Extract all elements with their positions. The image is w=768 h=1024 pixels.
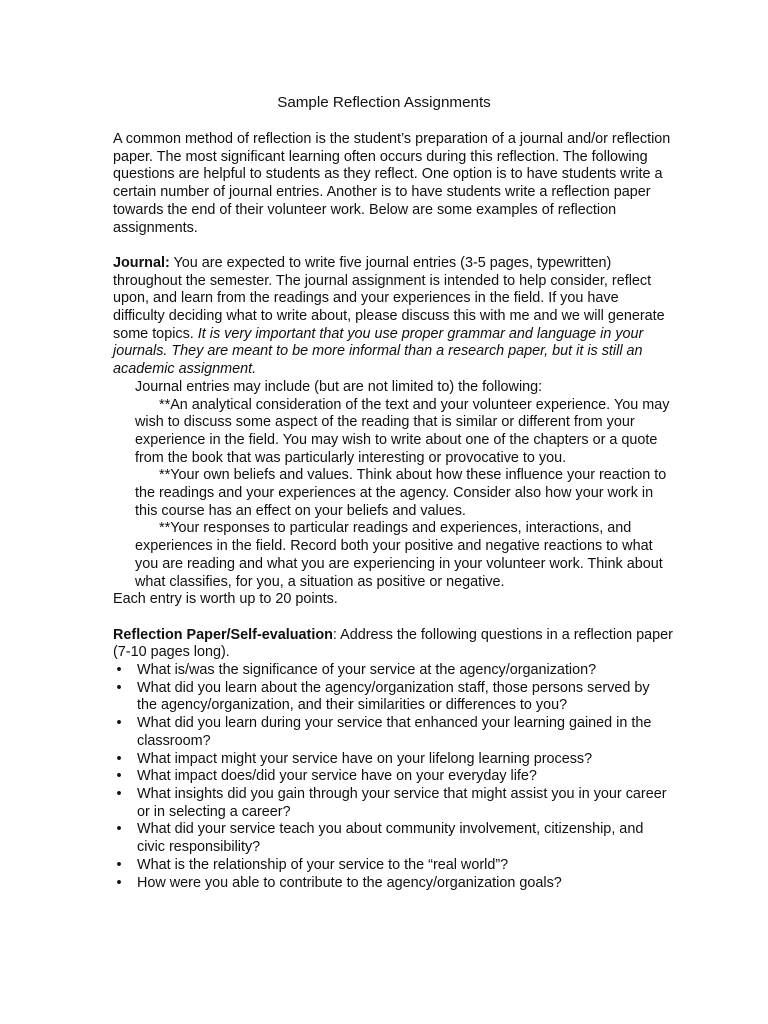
journal-emphasis: It is very important that you use proper grammar and language in your journals. They are meant to be more informal than a research paper, but it is still an academic assignment. (113, 325, 644, 378)
question-text: What impact does/did your service have on your everyday life? (137, 768, 537, 785)
journal-entry-1-rest: You may wish to discuss some aspect of the reading that is similar or different from your experience in the field. You may wish to write about one of the chapters or a quote from the book that was particularly interesting or provocative to you. (135, 396, 670, 466)
question-text: What is/was the significance of your service at the agency/organization? (137, 662, 597, 679)
journal-entry-2 (113, 467, 673, 520)
question-text: What did you learn about the agency/organization staff, those persons served by the agency/organization, and their similarities or differences to you? (137, 679, 650, 714)
journal-entry-2-lead: **Your own beliefs and values. Think about how these influence your (159, 467, 596, 484)
question-text: What insights did you gain through your service that might assist you in your career or in selecting a career? (137, 785, 667, 820)
bullet-icon: • (116, 821, 122, 838)
document-body (113, 131, 673, 892)
bullet-icon: • (116, 768, 122, 785)
bullet-icon: • (116, 856, 122, 873)
question-text: What did your service teach you about community involvement, citizenship, and civic responsibility? (137, 821, 644, 856)
list-item (113, 751, 673, 769)
question-text: How were you able to contribute to the agency/organization goals? (137, 874, 562, 891)
journal-paragraph (113, 255, 673, 379)
list-item (113, 768, 673, 786)
list-item (113, 857, 673, 875)
journal-entry-1 (113, 397, 673, 468)
bullet-icon: • (116, 874, 122, 891)
journal-entry-3 (113, 520, 673, 591)
journal-points: Each entry is worth up to 20 points. (113, 591, 338, 608)
list-item (113, 821, 673, 856)
list-item (113, 715, 673, 750)
journal-entries-intro: Journal entries may include (but are not limited to) the following: (135, 378, 543, 395)
journal-entry-3-lead: **Your responses to particular readings and experiences, interactions, and (159, 520, 632, 537)
bullet-icon: • (116, 785, 122, 802)
bullet-icon: • (116, 679, 122, 696)
reflection-paragraph (113, 627, 673, 662)
spacer (113, 609, 673, 627)
reflection-questions-list (113, 662, 673, 892)
bullet-icon: • (116, 750, 122, 767)
page-title: Sample Reflection Assignments (277, 94, 491, 111)
journal-entry-3-rest: experiences in the field. Record both your positive and negative reactions to what you are reading and what you are experiencing in your volunteer work. Think about what classifies, for you, a situation as positive or negative. (135, 538, 663, 590)
list-item (113, 680, 673, 715)
journal-heading: Journal: (113, 254, 170, 271)
journal-entry-2-rest: reaction to the readings and your experiences at the agency. Consider also how your work in this course has an effect on your beliefs and values. (135, 467, 667, 519)
bullet-icon: • (116, 662, 122, 679)
journal-entry-1-lead: **An analytical consideration of the text and your volunteer experience. (159, 396, 611, 413)
intro-paragraph: A common method of reflection is the student’s preparation of a journal and/or reflection paper. The most significant learning often occurs during this reflection. The following questions are helpful to students as they reflect. One option is to have students write a certain number of journal entries. Another is to have students write a reflection paper towards the end of their volunteer work. Below are some examples of reflection assignments. (113, 131, 671, 236)
list-item (113, 662, 673, 680)
question-text: What impact might your service have on your lifelong learning process? (137, 750, 593, 767)
reflection-text: : Address the following questions in a reflection paper (7-10 pages long). (113, 626, 673, 661)
question-text: What is the relationship of your service to the “real world”? (137, 856, 509, 873)
question-text: What did you learn during your service that enhanced your learning gained in the classroom? (137, 715, 652, 749)
list-item (113, 786, 673, 821)
list-item (113, 875, 673, 893)
journal-text: You are expected to write five journal entries (3-5 pages, typewritten) throughout the semester. The journal assignment is intended to help consider, reflect upon, and learn from the readings and your experiences in the field. If you have difficulty deciding what to write about, please discuss this with me and we will generate some topics. (113, 254, 665, 342)
bullet-icon: • (116, 715, 122, 732)
reflection-heading: Reflection Paper/Self-evaluation (113, 626, 333, 643)
spacer (113, 237, 673, 255)
